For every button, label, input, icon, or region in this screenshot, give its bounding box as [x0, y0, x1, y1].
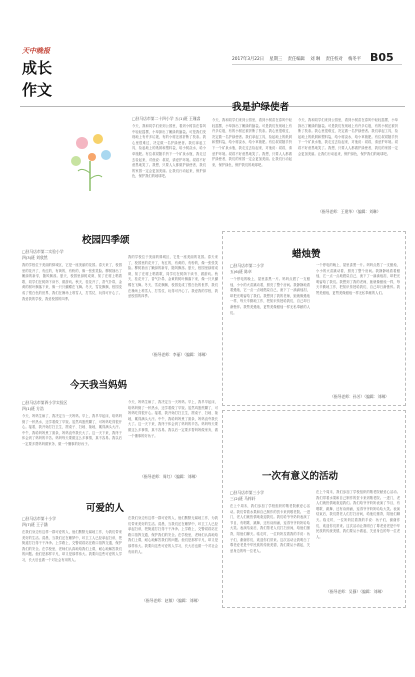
masthead: [22, 46, 92, 100]
guardian-note: （指导老师：王建华）（编辑：刘琳）: [318, 209, 381, 214]
activity-note: （指导老师：吴静）（编辑：刘琳）: [326, 589, 385, 594]
issue-date: 2017年3月22日: [232, 57, 265, 62]
editor-name: 刘 琳: [310, 57, 321, 62]
guardian-body-col3: 今天，我和同学们来到公园里，看到小树苗在春风中轻轻摇摆，小草探出了嫩绿的脑袋。可是我们发现地上有许多垃圾，有的小树还被折断了枝条。我心里很难过，决定做一名护绿使者。我们拿起工具，捡起地上的纸屑和塑料袋，给小树浇水，给小草施肥。有位叔叔随手扔下一个矿泉水瓶，我走过去捡起来，对他说：叔叔，请爱护环境。叔叔不好意思地笑了。我想，只要人人都做护绿使者，我们的家园一定会更加美丽。让我们行动起来，保护绿色，保护我们的地球吧。: [298, 118, 398, 156]
candle-note: （指导老师：孙芳）（编辑：刘琳）: [330, 394, 389, 399]
issue-meta: [232, 56, 365, 62]
editor-label: 责任编辑: [287, 57, 305, 62]
header-divider: [20, 106, 405, 107]
cute-body-col2: 在我们身边有这样一群可爱的人，他们默默无闻地工作，为我们带来美好的生活。清晨，当我们还在睡梦中，环卫工人已经拿起扫帚，把街道打扫得干干净净。上学路上，交警叔叔站在路口指挥交通，保护我们的安全。在学校里，老师们认真地给我们上课，耐心地解答我们的问题。他们是那样平凡，却又是那样伟大。我要向这些可爱的人学习，长大后也做一个对社会有用的人。: [128, 516, 218, 554]
proofreader-name: 梅冬平: [348, 57, 362, 62]
cute-body-col1: 在我们身边有这样一群可爱的人，他们默默无闻地工作，为我们带来美好的生活。清晨，当我们还在睡梦中，环卫工人已经拿起扫帚，把街道打扫得干干净净。上学路上，交警叔叔站在路口指挥交通，保护我们的安全。在学校里，老师们认真地给我们上课，耐心地解答我们的问题。他们是那样平凡，却又是那样伟大。我要向这些可爱的人学习，长大后也做一个对社会有用的人。: [22, 530, 122, 562]
flower-decoration-image: [60, 127, 120, 193]
mom-byline-school: □驻马店市第四小学实验区: [22, 400, 68, 405]
campus-byline-school: □驻马店市第二实验小学: [22, 249, 64, 254]
campus-note: （指导老师：李丽）（编辑：刘琳）: [150, 352, 209, 357]
candle-body-col2: 一个停电的晚上，屋里漆黑一片。妈妈点燃了一支蜡烛，小小的火苗跳动着，照亮了整个房间。我静静地看着蜡烛，它一点一点地燃烧自己，流下了一滴滴烛泪，却把光明留给了我们。我想到了我的老师，她就像蜡烛一样，每天辛勤地工作，把知识传授给我们，自己却日渐憔悴。我赞美蜡烛，更赞美像蜡烛一样无私奉献的人们。: [316, 263, 400, 295]
meta-divider: [232, 64, 402, 65]
cute-byline-class: 四(7)班 王子涵: [22, 522, 48, 527]
campus-body-col2: 我的学校位于美丽的驿城区，它是一座美丽的花园。春天来了，校园里的花开了，有红的，有黄的，有粉的，像一张张笑脸。柳树抽出了嫩绿的新芽，随风飘荡。夏天，校园里绿树成荫，知了在树上唱着歌，同学们在树荫下读书、做游戏。秋天，桂花开了，香气扑鼻，金黄的树叶飘落下来，像一只只蝴蝶在飞舞。冬天，雪花飘飘，校园变成了银白色的世界，我们在操场上堆雪人、打雪仗，玩得可开心了。我爱我的学校，我爱校园的四季。: [128, 255, 218, 299]
candle-byline-class: 五(6)班 陈卓: [230, 269, 252, 274]
activity-byline-school: □驻马店市第三小学: [230, 490, 264, 495]
mom-note: （指导老师：周红）（编辑：刘琳）: [140, 474, 199, 479]
activity-byline-class: 三(2)班 马梓轩: [230, 496, 256, 501]
newspaper-logo: 天中晚报: [22, 46, 50, 55]
proofreader-label: 责任校对: [325, 57, 343, 62]
issue-weekday: 星期三: [269, 57, 283, 62]
candle-byline-school: □驻马店市第二小学: [230, 263, 264, 268]
mom-byline-class: 四(1)班 方浩: [22, 406, 44, 411]
campus-byline-class: 四(3)班 刘欣然: [22, 255, 48, 260]
activity-headline: 一次有意义的活动: [262, 471, 339, 482]
candle-headline: 蜡烛赞: [292, 249, 321, 260]
mom-body-col1: 今天，妈妈生病了，我决定当一天妈妈。早上，我早早起床，给妈妈倒了一杯热水，还学着做了早饭。虽然鸡蛋煎糊了，可妈妈吃得很开心。接着，我开始打扫卫生，擦桌子、扫地、拖地，累得满头大汗。中午，我给妈妈煮了面条，妈妈直夸我长大了。这一天下来，我终于体会到了妈妈的辛苦。妈妈每天要做这么多事情，真不容易。我以后一定要多帮妈妈做家务，做一个懂事的好孩子。: [22, 414, 122, 446]
section-title-line2: 作文: [22, 81, 53, 99]
candle-body-col1: 一个停电的晚上，屋里漆黑一片。妈妈点燃了一支蜡烛，小小的火苗跳动着，照亮了整个房间。我静静地看着蜡烛，它一点一点地燃烧自己，流下了一滴滴烛泪，却把光明留给了我们。我想到了我的老师，她就像蜡烛一样，每天辛勤地工作，把知识传授给我们，自己却日渐憔悴。我赞美蜡烛，更赞美像蜡烛一样无私奉献的人们。: [230, 277, 310, 315]
activity-body-col1: 在上个周末，我们参加了学校组织的敬老院献爱心活动。我们带着水果和自己制作的贺卡来到敬老院。一进门，老人们就热情地欢迎我们。我们给爷爷奶奶表演了节目，有唱歌、跳舞，还有诗朗诵，逗得爷爷奶奶哈哈大笑。表演结束后，我们帮老人们打扫房间，给他们捶背，陪他们聊天。临走时，一位奶奶拉着我的手说：孩子们，谢谢你们，欢迎你们常来。这次活动让我明白了尊老爱老是中华民族的传统美德，我们要从小做起，关爱身边的每一位老人。: [230, 504, 310, 553]
cute-headline: 可爱的人: [86, 503, 125, 514]
guardian-byline: □驻马店市第二十四小学 五(1)班 王瑾睿: [132, 116, 201, 121]
campus-body-col1: 我的学校位于美丽的驿城区，它是一座美丽的花园。春天来了，校园里的花开了，有红的，有黄的，有粉的，像一张张笑脸。柳树抽出了嫩绿的新芽，随风飘荡。夏天，校园里绿树成荫，知了在树上唱着歌，同学们在树荫下读书、做游戏。秋天，桂花开了，香气扑鼻，金黄的树叶飘落下来，像一只只蝴蝶在飞舞。冬天，雪花飘飘，校园变成了银白色的世界，我们在操场上堆雪人、打雪仗，玩得可开心了。我爱我的学校，我爱校园的四季。: [22, 263, 122, 301]
section-title-line1: 成长: [22, 59, 53, 77]
mom-body-col2: 今天，妈妈生病了，我决定当一天妈妈。早上，我早早起床，给妈妈倒了一杯热水，还学着做了早饭。虽然鸡蛋煎糊了，可妈妈吃得很开心。接着，我开始打扫卫生，擦桌子、扫地、拖地，累得满头大汗。中午，我给妈妈煮了面条，妈妈直夸我长大了。这一天下来，我终于体会到了妈妈的辛苦。妈妈每天要做这么多事情，真不容易。我以后一定要多帮妈妈做家务，做一个懂事的好孩子。: [128, 400, 218, 438]
page-number: B05: [370, 51, 394, 64]
guardian-body-col2: 今天，我和同学们来到公园里，看到小树苗在春风中轻轻摇摆，小草探出了嫩绿的脑袋。可是我们发现地上有许多垃圾，有的小树还被折断了枝条。我心里很难过，决定做一名护绿使者。我们拿起工具，捡起地上的纸屑和塑料袋，给小树浇水，给小草施肥。有位叔叔随手扔下一个矿泉水瓶，我走过去捡起来，对他说：叔叔，请爱护环境。叔叔不好意思地笑了。我想，只要人人都做护绿使者，我们的家园一定会更加美丽。让我们行动起来，保护绿色，保护我们的地球吧。: [212, 118, 292, 167]
cute-note: （指导老师：赵敏）（编辑：刘琳）: [142, 598, 201, 603]
campus-headline: 校园四季颂: [82, 235, 130, 246]
guardian-body-col1: 今天，我和同学们来到公园里，看到小树苗在春风中轻轻摇摆，小草探出了嫩绿的脑袋。可是我们发现地上有许多垃圾，有的小树还被折断了枝条。我心里很难过，决定做一名护绿使者。我们拿起工具，捡起地上的纸屑和塑料袋，给小树浇水，给小草施肥。有位叔叔随手扔下一个矿泉水瓶，我走过去捡起来，对他说：叔叔，请爱护环境。叔叔不好意思地笑了。我想，只要人人都做护绿使者，我们的家园一定会更加美丽。让我们行动起来，保护绿色，保护我们的地球吧。: [132, 124, 206, 179]
activity-body-col2: 在上个周末，我们参加了学校组织的敬老院献爱心活动。我们带着水果和自己制作的贺卡来到敬老院。一进门，老人们就热情地欢迎我们。我们给爷爷奶奶表演了节目，有唱歌、跳舞，还有诗朗诵，逗得爷爷奶奶哈哈大笑。表演结束后，我们帮老人们打扫房间，给他们捶背，陪他们聊天。临走时，一位奶奶拉着我的手说：孩子们，谢谢你们，欢迎你们常来。这次活动让我明白了尊老爱老是中华民族的传统美德，我们要从小做起，关爱身边的每一位老人。: [316, 490, 400, 539]
guardian-headline: 我是护绿使者: [232, 102, 290, 113]
mom-headline: 今天我当妈妈: [70, 380, 128, 391]
cute-byline-school: □驻马店市第十小学: [22, 516, 56, 521]
